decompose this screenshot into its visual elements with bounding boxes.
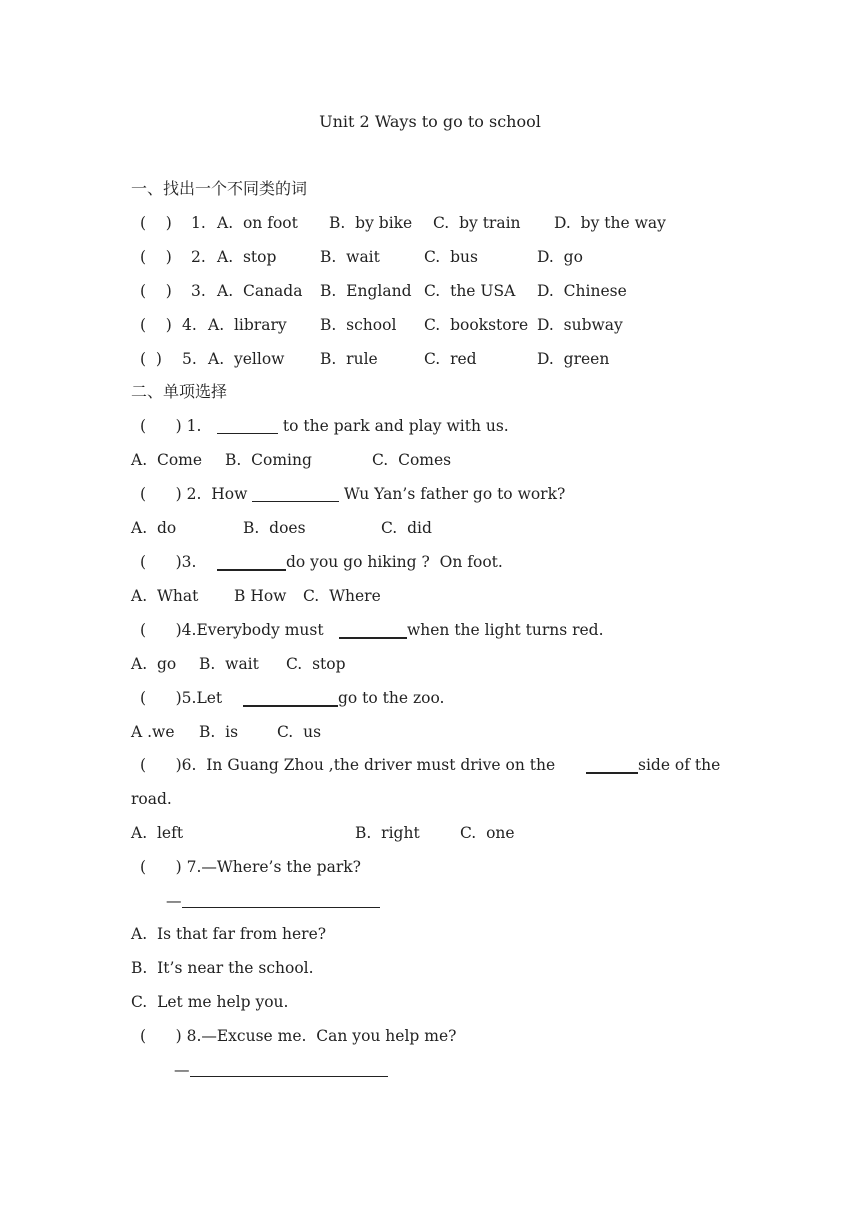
q1-blank[interactable] bbox=[217, 433, 278, 434]
section1-heading: 一、找出一个不同类的词 bbox=[131, 179, 308, 198]
q2-blank[interactable] bbox=[252, 501, 339, 502]
q6-blank[interactable] bbox=[586, 772, 638, 774]
q8-blank[interactable] bbox=[190, 1076, 388, 1077]
q5-blank[interactable] bbox=[243, 705, 338, 707]
page-title: Unit 2 Ways to go to school bbox=[319, 112, 541, 131]
q7-stem: ( ) 7.—Where’s the park? bbox=[140, 858, 361, 876]
section2-heading: 二、单项选择 bbox=[131, 382, 228, 401]
q4-blank[interactable] bbox=[339, 637, 407, 639]
q3-blank[interactable] bbox=[217, 569, 286, 571]
q8-stem: ( ) 8.—Excuse me. Can you help me? bbox=[140, 1027, 457, 1045]
q7-blank[interactable] bbox=[182, 907, 380, 908]
